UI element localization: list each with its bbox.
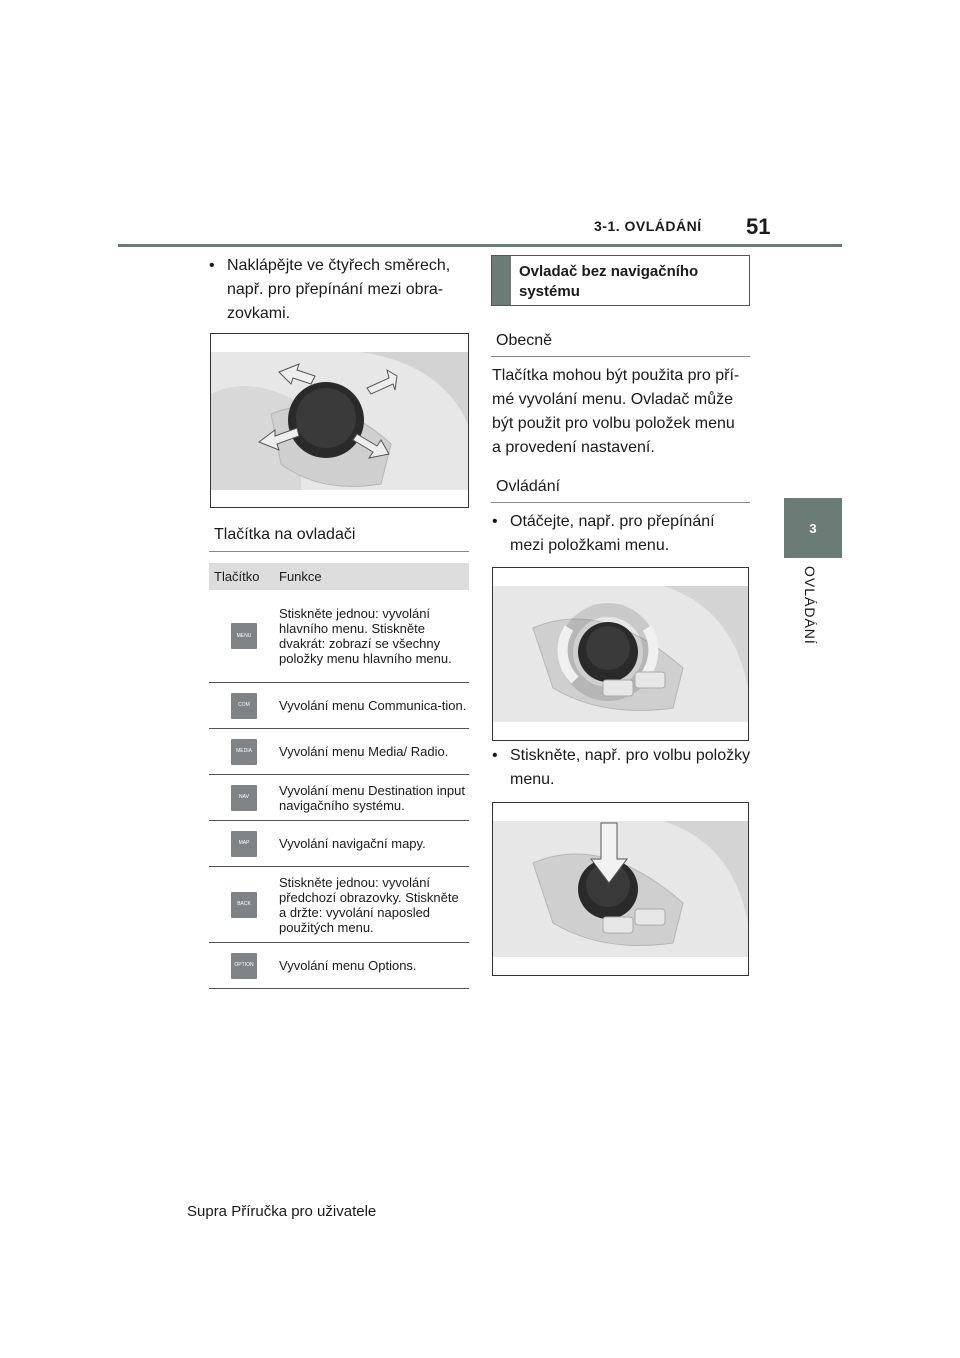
bullet-dot: • — [492, 513, 498, 530]
table-row — [209, 590, 469, 683]
function-text: Stiskněte jednou: vyvolání hlavního menu. Stiskněte dvakrát: zobrazí se všechny položky menu hlavního menu. — [279, 606, 452, 666]
table-row — [209, 683, 469, 729]
function-text: Vyvolání menu Communica-tion. — [279, 698, 467, 713]
bullet-line: Otáčejte, např. pro přepínání — [510, 513, 715, 530]
heading-rule — [491, 502, 750, 503]
bullet-dot: • — [492, 747, 498, 764]
bullet-dot: • — [209, 257, 215, 274]
section-box-heading — [491, 255, 750, 306]
function-text: Stiskněte jednou: vyvolání předchozí obrazovky. Stiskněte a držte: vyvolání naposled použitých menu. — [279, 874, 459, 935]
col-function: Funkce — [279, 569, 322, 584]
bullet-rotate — [492, 510, 754, 558]
table-row — [209, 943, 469, 989]
function-text: Vyvolání menu Options. — [279, 958, 417, 973]
section-title: 3-1. OVLÁDÁNÍ — [594, 218, 702, 234]
chapter-tab: 3 — [784, 498, 842, 558]
table-row — [209, 821, 469, 867]
bullet-line: zovkami. — [227, 305, 291, 322]
bullet-line: Stiskněte, např. pro volbu položky — [510, 747, 751, 764]
col-button: Tlačítko — [214, 569, 260, 584]
controller-press-illustration — [492, 802, 749, 976]
menu-button-icon: MENU — [231, 623, 257, 649]
text-line: a provedení nastavení. — [492, 439, 655, 456]
general-heading: Obecně — [496, 332, 553, 349]
buttons-table — [209, 563, 469, 989]
heading-rule — [209, 551, 469, 552]
controller-rotate-illustration — [492, 567, 749, 741]
control-heading: Ovládání — [496, 478, 561, 495]
general-text — [492, 364, 757, 460]
nav-button-icon: NAV — [231, 785, 257, 811]
media-button-icon: MEDIA — [231, 739, 257, 765]
option-button-icon: OPTION — [231, 953, 257, 979]
function-text: Vyvolání menu Media/ Radio. — [279, 744, 449, 759]
bullet-line: např. pro přepínání mezi obra- — [227, 281, 444, 298]
bullet-line: menu. — [510, 771, 555, 788]
table-row — [209, 729, 469, 775]
function-text: Vyvolání menu Destination input navigačního systému. — [279, 782, 465, 813]
heading-rule — [491, 356, 750, 357]
bullet-tilt — [209, 254, 469, 326]
function-text: Vyvolání navigační mapy. — [279, 836, 426, 851]
table-header — [209, 563, 469, 590]
table-row — [209, 867, 469, 943]
table-row — [209, 775, 469, 821]
chapter-label: OVLÁDÁNÍ — [802, 566, 818, 645]
header-rule — [118, 244, 842, 247]
page-number: 51 — [746, 214, 771, 239]
buttons-heading: Tlačítka na ovladači — [214, 526, 356, 543]
back-button-icon: BACK — [231, 892, 257, 918]
text-line: být použit pro volbu položek menu — [492, 415, 735, 432]
com-button-icon: COM — [231, 693, 257, 719]
heading-bar — [492, 256, 511, 305]
bullet-press — [492, 744, 754, 792]
footer-text: Supra Příručka pro uživatele — [187, 1203, 377, 1220]
bullet-line: mezi položkami menu. — [510, 537, 670, 554]
text-line: mé vyvolání menu. Ovladač může — [492, 391, 733, 408]
bullet-line: Naklápějte ve čtyřech směrech, — [227, 257, 451, 274]
box-heading-text: Ovladač bez navigačního systému — [519, 263, 699, 300]
text-line: Tlačítka mohou být použita pro pří- — [492, 367, 740, 384]
controller-tilt-illustration — [210, 333, 469, 508]
map-button-icon: MAP — [231, 831, 257, 857]
